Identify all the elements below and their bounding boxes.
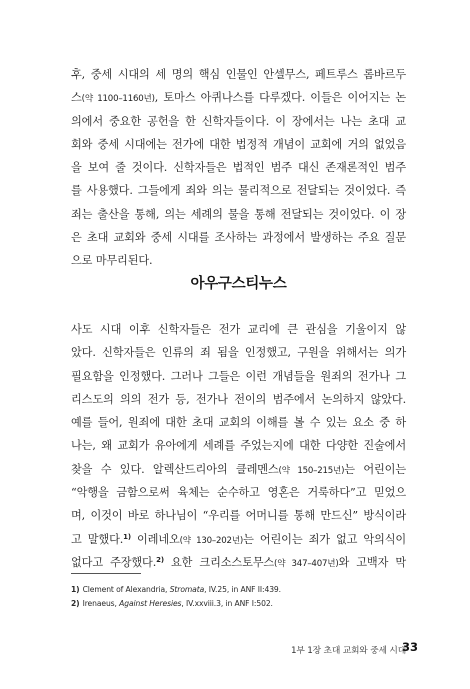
- footnote-text-pre: Clement of Alexandria,: [82, 585, 170, 594]
- text-run: 회와 중세 시대에는 전가에 대한 법정적 개념이 교회에 거의 없었음: [71, 137, 406, 151]
- text-line: [71, 411, 406, 434]
- footnote-text-post: , IV.xxviii.3, in ANF I:502.: [181, 599, 273, 609]
- text-line: [71, 365, 406, 388]
- text-run: 며, 이것이 바로 하나님이 “우리를 어머니를 통해 만드신” 방식이라: [71, 509, 406, 523]
- text-run: 사도 시대 이후 신학자들은 전가 교리에 큰 관심을 기울이지 않: [71, 323, 406, 336]
- footnote-number: 2): [71, 599, 80, 609]
- text-line: [71, 226, 406, 249]
- footnotes: [71, 583, 406, 612]
- text-run: 없다고 주장했다.: [71, 555, 157, 569]
- text-line: [71, 156, 406, 179]
- text-run: 는 어린이는: [344, 462, 406, 476]
- page-number: 33: [401, 640, 418, 654]
- augustine-paragraph: [71, 318, 406, 574]
- text-run: 의에서 중요한 공헌을 한 신학자들이다. 이 장에서는 나는 초대 교: [71, 114, 406, 128]
- text-line: [71, 551, 406, 574]
- text-run: 와 고백자 막: [338, 555, 406, 569]
- text-run: “악행을 금함으로써 육체는 순수하고 영혼은 거룩하다”고 믿었으: [71, 486, 406, 500]
- text-line: [71, 318, 406, 341]
- text-line: [71, 86, 406, 109]
- footnote-text-post: , IV.25, in ANF II:439.: [204, 585, 281, 594]
- text-run: 은 초대 교회와 중세 시대를 조사하는 과정에서 발생하는 주요 질문: [71, 231, 406, 245]
- text-line: [71, 528, 406, 551]
- footnote-divider: [71, 573, 141, 574]
- text-line: [71, 481, 406, 504]
- text-line: [71, 63, 406, 86]
- text-line: [71, 249, 406, 272]
- text-run: 나는, 왜 교회가 유아에게 세례를 주었는지에 대한 다양한 진술에서: [71, 439, 406, 453]
- text-run: 는 어린이는 죄가 없고 악의식이: [243, 532, 407, 546]
- footnote-2: [71, 597, 406, 611]
- text-run: 예를 들어, 원죄에 대한 초대 교회의 이해를 볼 수 있는 요소 중 하: [71, 416, 406, 430]
- text-line: [71, 133, 406, 156]
- footnote-1: [71, 583, 406, 597]
- text-run: 필요함을 인정했다. 그러나 그들은 이런 개념들을 원죄의 전가나 그: [71, 369, 406, 383]
- text-run: 죄는 출산을 통해, 의는 세례의 물을 통해 전달되는 것이었다. 이 장: [71, 207, 406, 221]
- section-heading: 아우구스티누스: [190, 276, 287, 292]
- text-run: 요한 크리소스토무스: [163, 555, 275, 569]
- text-run: 이레네오: [130, 532, 180, 546]
- footnote-text-pre: Irenaeus,: [82, 599, 120, 609]
- date-range: (약 130–202년): [179, 535, 244, 546]
- date-range: (약 1100–1160년): [81, 94, 155, 105]
- text-line: [71, 434, 406, 457]
- text-line: [71, 203, 406, 226]
- intro-paragraph: [71, 63, 406, 273]
- footnote-marker: 1): [123, 532, 131, 541]
- footnote-title: Against Heresies: [119, 599, 182, 609]
- text-line: [71, 341, 406, 364]
- text-run: 를 사용했다. 그들에게 죄와 의는 물리적으로 전달되는 것이었다. 즉: [71, 184, 406, 198]
- text-run: 리스도의 의의 전가 등, 전가나 전이의 범주에서 논의하지 않았다.: [71, 392, 406, 406]
- text-run: 스: [71, 91, 82, 105]
- text-run: 후, 중세 시대의 세 명의 핵심 인물인 안셀무스, 페트루스 롬바르두: [71, 68, 406, 81]
- text-line: [71, 504, 406, 527]
- text-run: 았다. 신학자들은 인류의 죄 됨을 인정했고, 구원을 위해서는 의가: [71, 346, 406, 360]
- text-line: [71, 458, 406, 481]
- running-footer: 1부 1장 초대 교회와 중세 시대: [290, 646, 406, 656]
- text-run: 을 보여 줄 것이다. 신학자들은 법적인 범주 대신 존재론적인 범주: [71, 161, 406, 175]
- text-line: [71, 110, 406, 133]
- text-line: [71, 179, 406, 202]
- date-range: (약 150–215년): [278, 465, 345, 476]
- text-run: 으로 마무리된다.: [71, 254, 153, 268]
- footnote-number: 1): [71, 585, 80, 594]
- date-range: (약 347–407년): [274, 558, 339, 569]
- footnote-title: Stromata: [169, 585, 205, 594]
- text-line: [71, 388, 406, 411]
- text-run: 찾을 수 있다. 알렉산드리아의 클레멘스: [71, 462, 279, 476]
- text-run: 고 말했다.: [71, 532, 124, 546]
- text-run: , 토마스 아퀴나스를 다루겠다. 이들은 이어지는 논: [154, 91, 406, 105]
- footnote-marker: 2): [156, 555, 164, 564]
